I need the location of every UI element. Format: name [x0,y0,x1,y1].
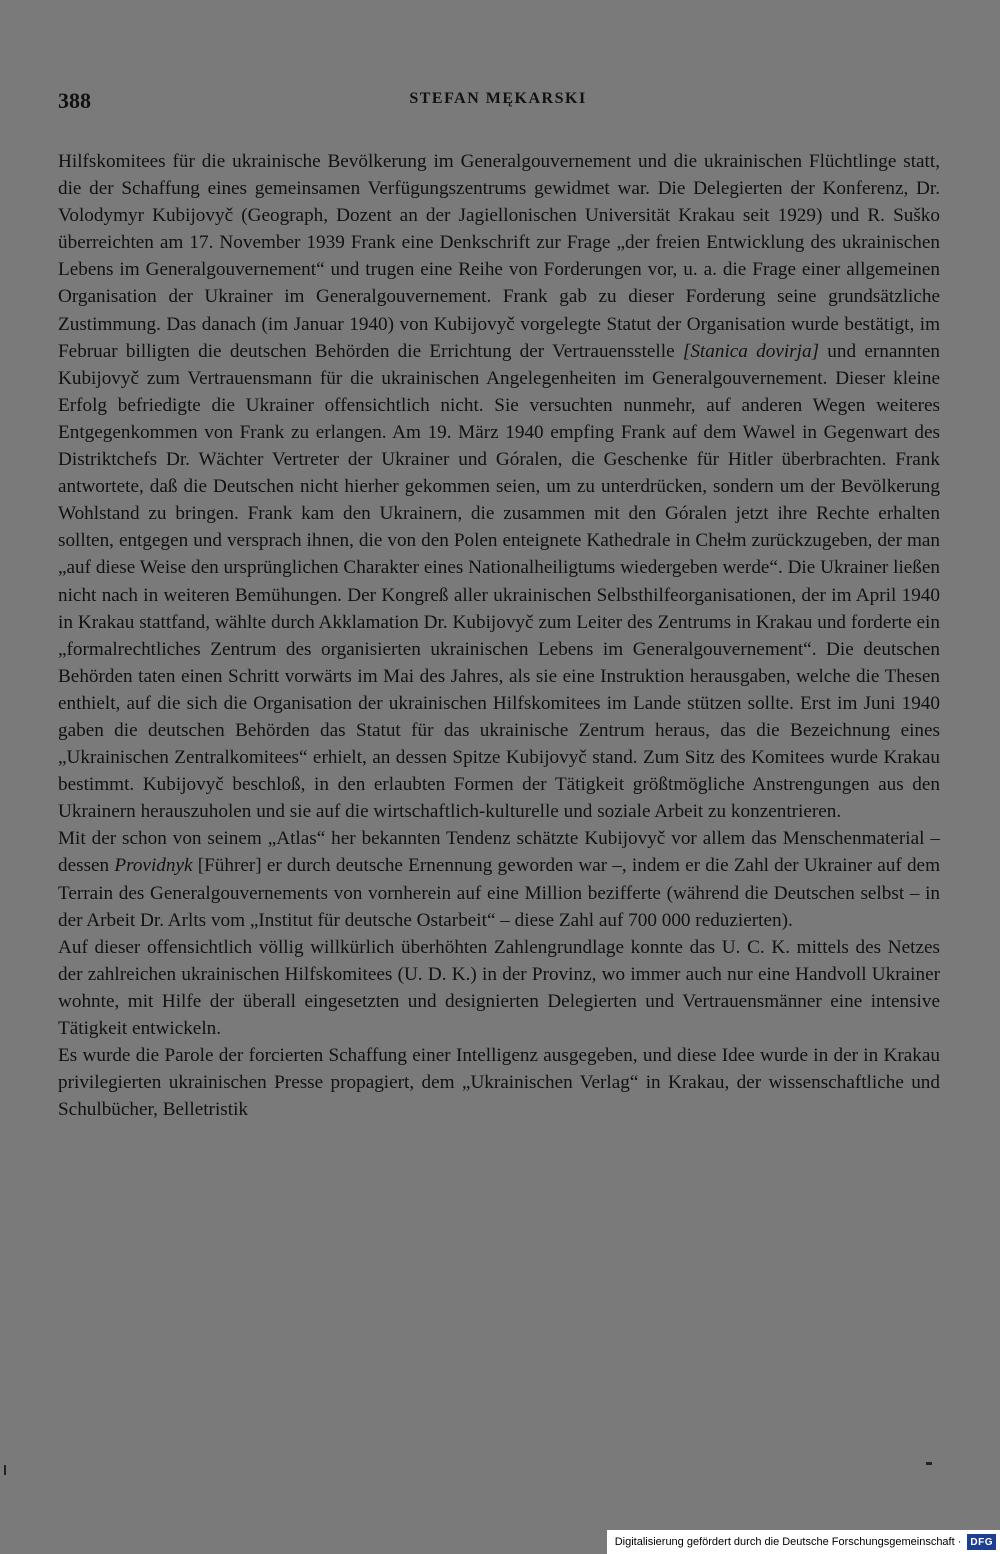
text-segment: Es wurde die Parole der forcierten Schaffung einer Intelligenz ausgegeben, und diese Idee wurde in der in Krakau privilegierten ukrainischen Presse propagiert, dem „Ukrainischen Verlag“ in Krakau, der wissenschaftliche und Schulbücher, Belletristik [58,1045,940,1121]
page-number: 388 [58,88,91,113]
text-segment: Mit der schon von seinem „Atlas“ her bekannten Tendenz schätzte Kubijovyč vor allem das Menschenmaterial – dessen [58,828,940,877]
text-segment: [Führer] er durch deutsche Ernennung geworden war –, indem er die Zahl der Ukrainer auf dem Terrain des Generalgouvernements von vornherein auf eine Million bezifferte (während die Deutschen selbst – in der Arbeit Dr. Arlts vom „Institut für deutsche Ostarbeit“ – diese Zahl auf 700 000 reduzierten). [58,855,941,931]
paragraph [58,825,940,933]
running-head-author: STEFAN MĘKARSKI [409,90,587,107]
scan-margin-mark [926,1462,932,1465]
dfg-logo-icon: DFG [967,1534,996,1550]
paragraph [58,1042,940,1123]
footer-credit-text: Digitalisierung gefördert durch die Deutsche Forschungsgemeinschaft · [614,1536,962,1548]
page-header [58,88,938,118]
body-text [58,148,940,1123]
text-segment: Auf dieser offensichtlich völlig willkürlich überhöhten Zahlengrundlage konnte das U. C. K. mittels des Netzes der zahlreichen ukrainischen Hilfskomitees (U. D. K.) in der Provinz, wo immer auch nur eine Handvoll Ukrainer wohnte, mit Hilfe der überall eingesetzten und designierten Delegierten und Vertrauensmänner eine intensive Tätigkeit entwickeln. [58,936,940,1039]
text-segment-italic: [Stanica dovirja] [682,340,820,362]
text-segment: Hilfskomitees für die ukrainische Bevölkerung im Generalgouvernement und die ukrainischen Flüchtlinge statt, die der Schaffung eines gemeinsamen Verfügungszentrums gewidmet war. Die Delegierten der Konferenz, Dr. Volodymyr Kubijovyč (Geograph, Dozent an der Jagiellonischen Universität Krakau seit 1929) und R. Suško überreichten am 17. November 1939 Frank eine Denkschrift zur Frage „der freien Entwicklung des ukrainischen Lebens im Generalgouvernement“ und trugen eine Reihe von Forderungen vor, u. a. die Frage einer allgemeinen Organisation der Ukrainer im Generalgouvernement. Frank gab zu dieser Forderung seine grundsätzliche Zustimmung. Das danach (im Januar 1940) von Kubijovyč vorgelegte Statut der Organisation wurde bestätigt, im Februar billigten die deutschen Behörden die Errichtung der Vertrauensstelle [58,151,940,362]
paragraph [58,934,940,1042]
footer-bar [607,1530,1000,1554]
text-segment: und ernannten Kubijovyč zum Vertrauensmann für die ukrainischen Angelegenheiten im Generalgouvernement. Dieser kleine Erfolg befriedigte die Ukrainer offensichtlich nicht. Sie versuchten nunmehr, auf anderen Wegen weiteres Entgegenkommen von Frank zu erlangen. Am 19. März 1940 empfing Frank auf dem Wawel in Gegenwart des Distriktchefs Dr. Wächter Vertreter der Ukrainer und Góralen, die Geschenke für Hitler überbrachten. Frank antwortete, daß die Deutschen nicht hierher gekommen seien, um zu unterdrücken, sondern um der Bevölkerung Wohlstand zu bringen. Frank kam den Ukrainern, die zusammen mit den Góralen jetzt ihre Rechte erhalten sollten, entgegen und versprach ihnen, die von den Polen enteignete Kathedrale in Chełm zurückzugeben, der man „auf diese Weise den ursprünglichen Charakter eines Nationalheiligtums wiedergeben werde“. Die Ukrainer ließen nicht nach in weiteren Bemühungen. Der Kongreß aller ukrainischen Selbsthilfeorganisationen, der im April 1940 in Krakau stattfand, wählte durch Akklamation Dr. Kubijovyč zum Leiter des Zentrums in Krakau und forderte ein „formalrechtliches Zentrum des organisierten ukrainischen Lebens im Generalgouvernement“. Die deutschen Behörden taten einen Schritt vorwärts im Mai des Jahres, als sie eine Instruktion herausgaben, welche die Thesen enthielt, auf die sich die Organisation der ukrainischen Hilfskomitees im Lande stützen sollte. Erst im Juni 1940 gaben die deutschen Behörden das Statut für das ukrainische Zentrum heraus, das die Bezeichnung eines „Ukrainischen Zentralkomitees“ erhielt, an dessen Spitze Kubijovyč stand. Zum Sitz des Komitees wurde Krakau bestimmt. Kubijovyč beschloß, in den erlaubten Formen der Tätigkeit größtmögliche Anstrengungen aus den Ukrainern herauszuholen und sie auf die wirtschaftlich-kulturelle und soziale Arbeit zu konzentrieren. [58,340,940,823]
scan-edge-mark [4,1465,6,1475]
text-segment-italic: Providnyk [114,855,193,877]
paragraph [58,148,940,825]
